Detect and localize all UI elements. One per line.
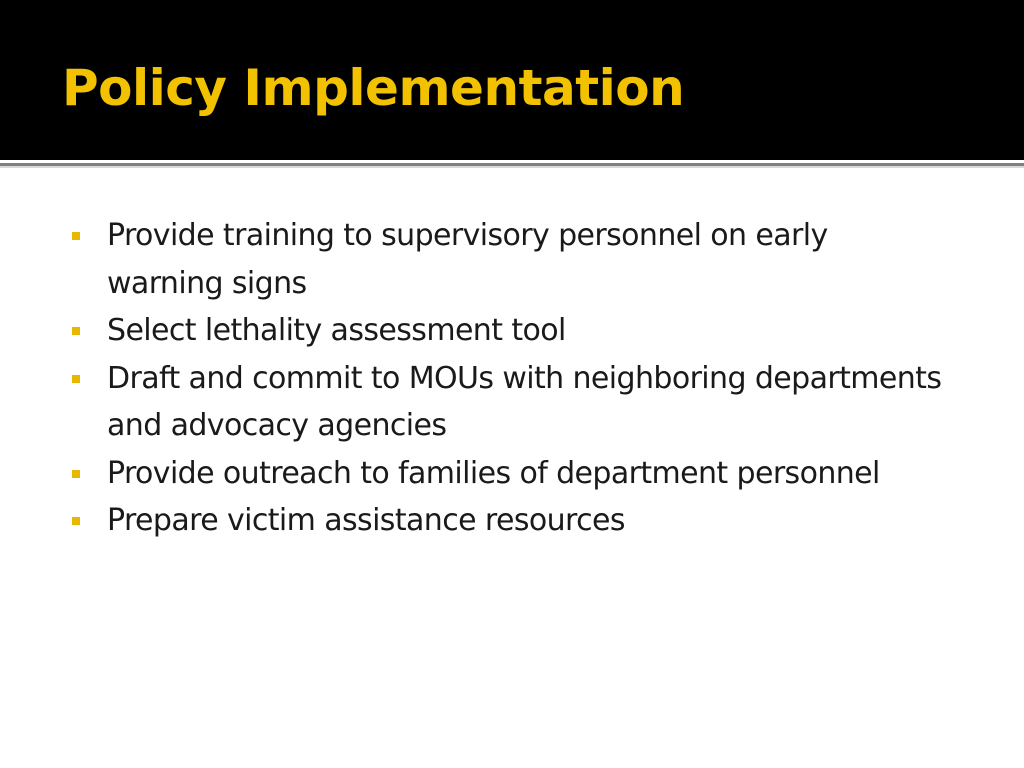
- square-bullet-icon: [72, 375, 80, 383]
- square-bullet-icon: [72, 232, 80, 240]
- bullet-text: Select lethality assessment tool: [107, 313, 566, 348]
- bullet-list: [72, 212, 952, 545]
- bullet-text: Draft and commit to MOUs with neighboring departments and advocacy agencies: [107, 360, 942, 443]
- bullet-item: [72, 307, 952, 355]
- square-bullet-icon: [72, 470, 80, 478]
- bullet-text: Prepare victim assistance resources: [107, 503, 625, 538]
- title-divider-shadow: [0, 166, 1024, 168]
- slide-title: Policy Implementation: [62, 59, 685, 117]
- bullet-item: [72, 497, 952, 545]
- title-bar: [0, 0, 1024, 160]
- square-bullet-icon: [72, 517, 80, 525]
- bullet-text: Provide training to supervisory personnel on early warning signs: [107, 218, 828, 301]
- bullet-text: Provide outreach to families of department personnel: [107, 455, 880, 491]
- bullet-item: [72, 355, 952, 450]
- bullet-item: [72, 212, 952, 307]
- square-bullet-icon: [72, 327, 80, 335]
- bullet-item: [72, 450, 952, 498]
